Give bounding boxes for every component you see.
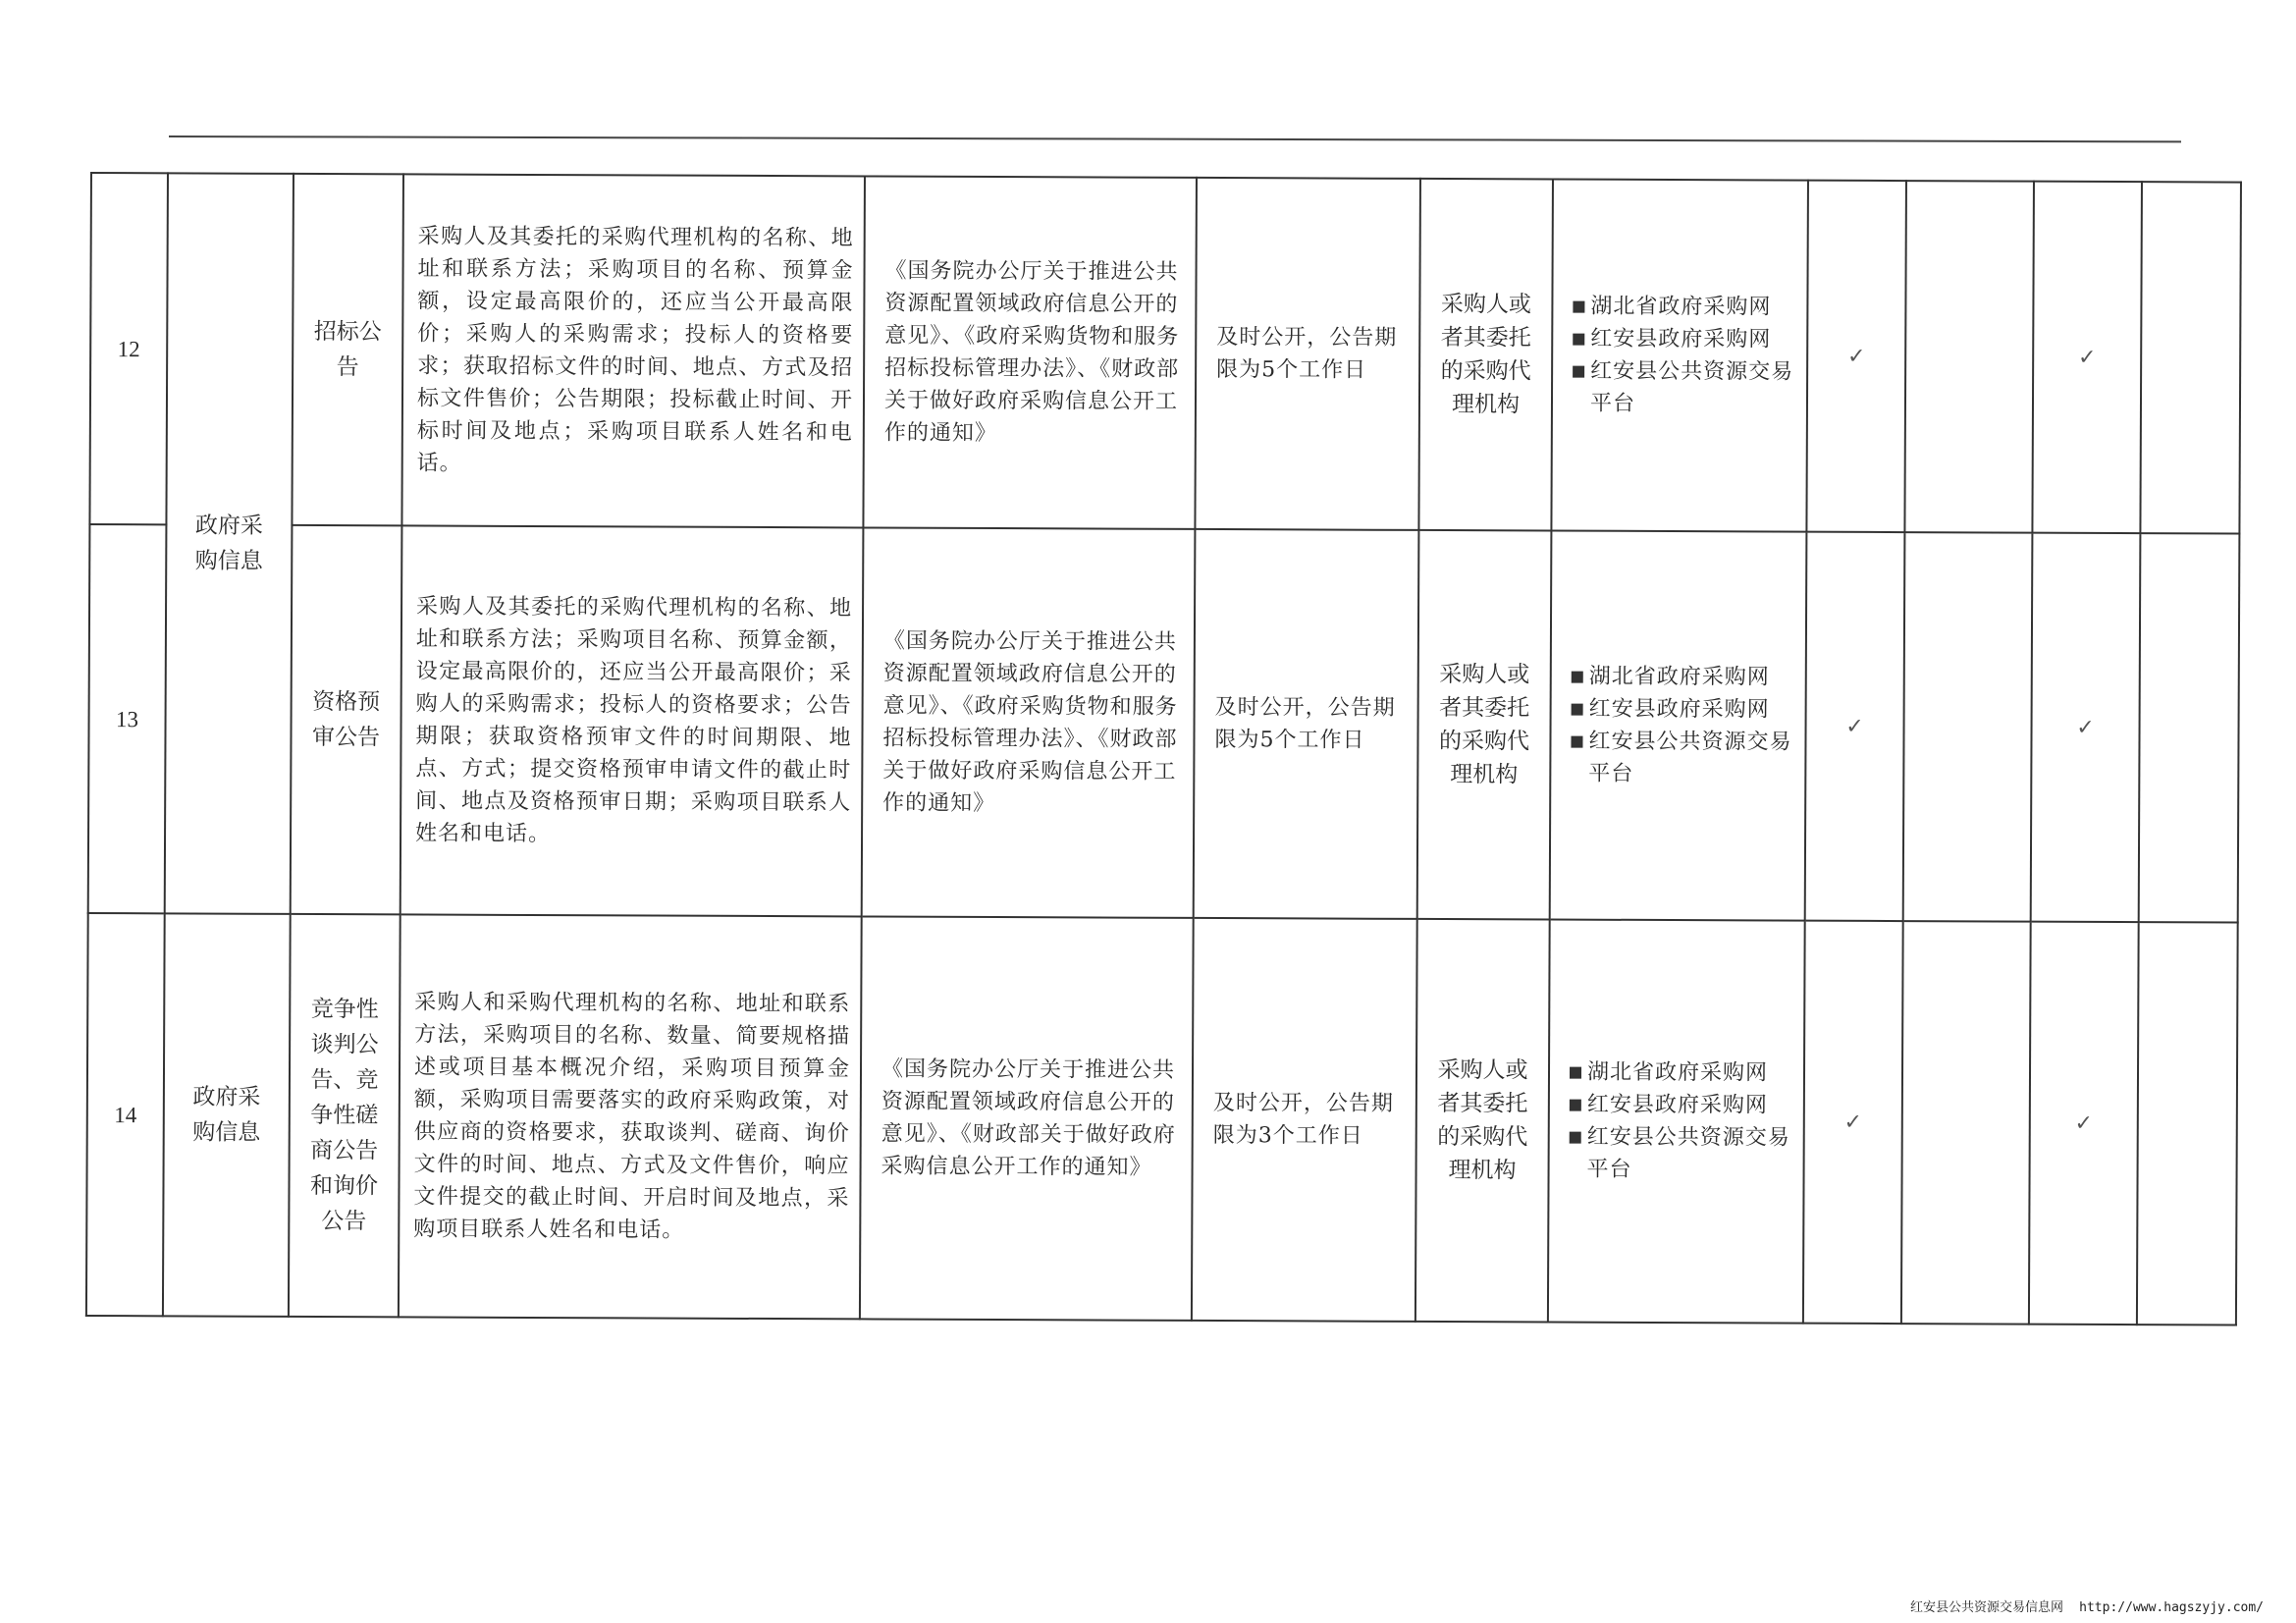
channel-cell (1551, 180, 1808, 532)
square-bullet-icon (1573, 301, 1584, 313)
check-mark-icon: ✓ (2031, 533, 2141, 922)
square-bullet-icon (1572, 672, 1583, 683)
time-limit-cell: 及时公开，公告期限为3个工作日 (1192, 918, 1417, 1322)
category-cell: 政府采购信息 (165, 173, 294, 914)
basis-cell: 《国务院办公厅关于推进公共资源配置领域政府信息公开的意见》、《政府采购货物和服务招标投标管理办法》、《财政部关于做好政府采购信息公开工作的通知》 (862, 527, 1196, 917)
check-mark-icon: ✓ (1806, 181, 1906, 532)
time-limit-cell: 及时公开，公告期限为5个工作日 (1195, 178, 1420, 530)
row-number: 13 (88, 524, 167, 913)
channel-item: 红安县政府采购网 (1573, 323, 1796, 356)
basis-cell: 《国务院办公厅关于推进公共资源配置领域政府信息公开的意见》、《政府采购货物和服务招标投标管理办法》、《财政部关于做好政府采购信息公开工作的通知》 (863, 176, 1197, 528)
page-footer (1910, 1596, 2264, 1615)
time-limit-cell: 及时公开，公告期限为5个工作日 (1194, 529, 1419, 919)
row-number: 14 (86, 913, 165, 1316)
check-mark-icon: ✓ (2032, 182, 2142, 533)
empty-check-cell (1903, 532, 2033, 922)
square-bullet-icon (1572, 704, 1583, 716)
content-cell: 采购人及其委托的采购代理机构的名称、地址和联系方法；采购项目名称、预算金额，设定最高限价的，还应当公开最高限价；采购人的采购需求；投标人的资格要求；公告期限；获取资格预审文件的时间期限、地点、方式；提交资格预审申请文件的截止时间、地点及资格预审日期；采购项目联系人姓名和电话。 (400, 525, 864, 916)
channel-item: 红安县公共资源交易平台 (1573, 355, 1796, 421)
item-cell: 资格预审公告 (291, 525, 402, 914)
content-cell: 采购人及其委托的采购代理机构的名称、地址和联系方法；采购项目的名称、预算金额，设定最高限价的，还应当公开最高限价；采购人的采购需求；投标人的资格要求；获取招标文件的时间、地点、方式及招标文件售价；公告期限；投标截止时间、开标时间及地点；采购项目联系人姓名和电话。 (401, 174, 865, 527)
channel-item: 湖北省政府采购网 (1570, 1056, 1793, 1090)
channel-item: 红安县公共资源交易平台 (1570, 1121, 1793, 1187)
table-row (86, 913, 2238, 1325)
disclosure-table (85, 172, 2242, 1326)
item-cell: 竞争性谈判公告、竞争性磋商公告和询价公告 (289, 914, 400, 1317)
empty-check-cell (2139, 533, 2240, 922)
channel-cell (1550, 530, 1807, 920)
header-rule (169, 135, 2181, 142)
empty-check-cell (2140, 182, 2241, 533)
table-row (88, 524, 2240, 923)
square-bullet-icon (1571, 736, 1582, 748)
table-row (89, 173, 2241, 534)
check-mark-icon: ✓ (1803, 921, 1903, 1324)
channel-item: 湖北省政府采购网 (1572, 661, 1795, 694)
channel-item: 红安县政府采购网 (1570, 1089, 1793, 1122)
disclosure-table-container (85, 172, 2240, 1326)
row-number: 12 (89, 173, 168, 524)
square-bullet-icon (1570, 1067, 1581, 1079)
square-bullet-icon (1573, 366, 1584, 378)
item-cell: 招标公告 (292, 174, 403, 525)
empty-check-cell (1901, 921, 2031, 1325)
empty-check-cell (2137, 922, 2238, 1325)
footer-url-link[interactable]: http://www.hagszyjy.com/ (2079, 1600, 2264, 1615)
empty-check-cell (1904, 181, 2034, 533)
check-mark-icon: ✓ (2029, 922, 2139, 1325)
square-bullet-icon (1570, 1132, 1581, 1144)
footer-site-name: 红安县公共资源交易信息网 (1910, 1600, 2064, 1615)
basis-cell: 《国务院办公厅关于推进公共资源配置领域政府信息公开的意见》、《财政部关于做好政府采购信息公开工作的通知》 (860, 916, 1194, 1320)
subject-cell: 采购人或者其委托的采购代理机构 (1418, 179, 1553, 531)
channel-item: 红安县政府采购网 (1572, 693, 1795, 727)
category-cell: 政府采购信息 (163, 913, 291, 1317)
subject-cell: 采购人或者其委托的采购代理机构 (1415, 919, 1550, 1323)
channel-cell (1548, 919, 1805, 1323)
content-cell: 采购人和采购代理机构的名称、地址和联系方法，采购项目的名称、数量、简要规格描述或项目基本概况介绍，采购项目预算金额，采购项目需要落实的政府采购政策，对供应商的资格要求，获取谈判、磋商、询价文件的时间、地点、方式及文件售价，响应文件提交的截止时间、开启时间及地点，采购项目联系人姓名和电话。 (399, 914, 862, 1319)
check-mark-icon: ✓ (1805, 532, 1905, 921)
square-bullet-icon (1573, 334, 1584, 346)
channel-item: 红安县公共资源交易平台 (1571, 726, 1794, 791)
subject-cell: 采购人或者其委托的采购代理机构 (1417, 530, 1552, 920)
channel-item: 湖北省政府采购网 (1573, 291, 1796, 324)
square-bullet-icon (1570, 1100, 1581, 1111)
